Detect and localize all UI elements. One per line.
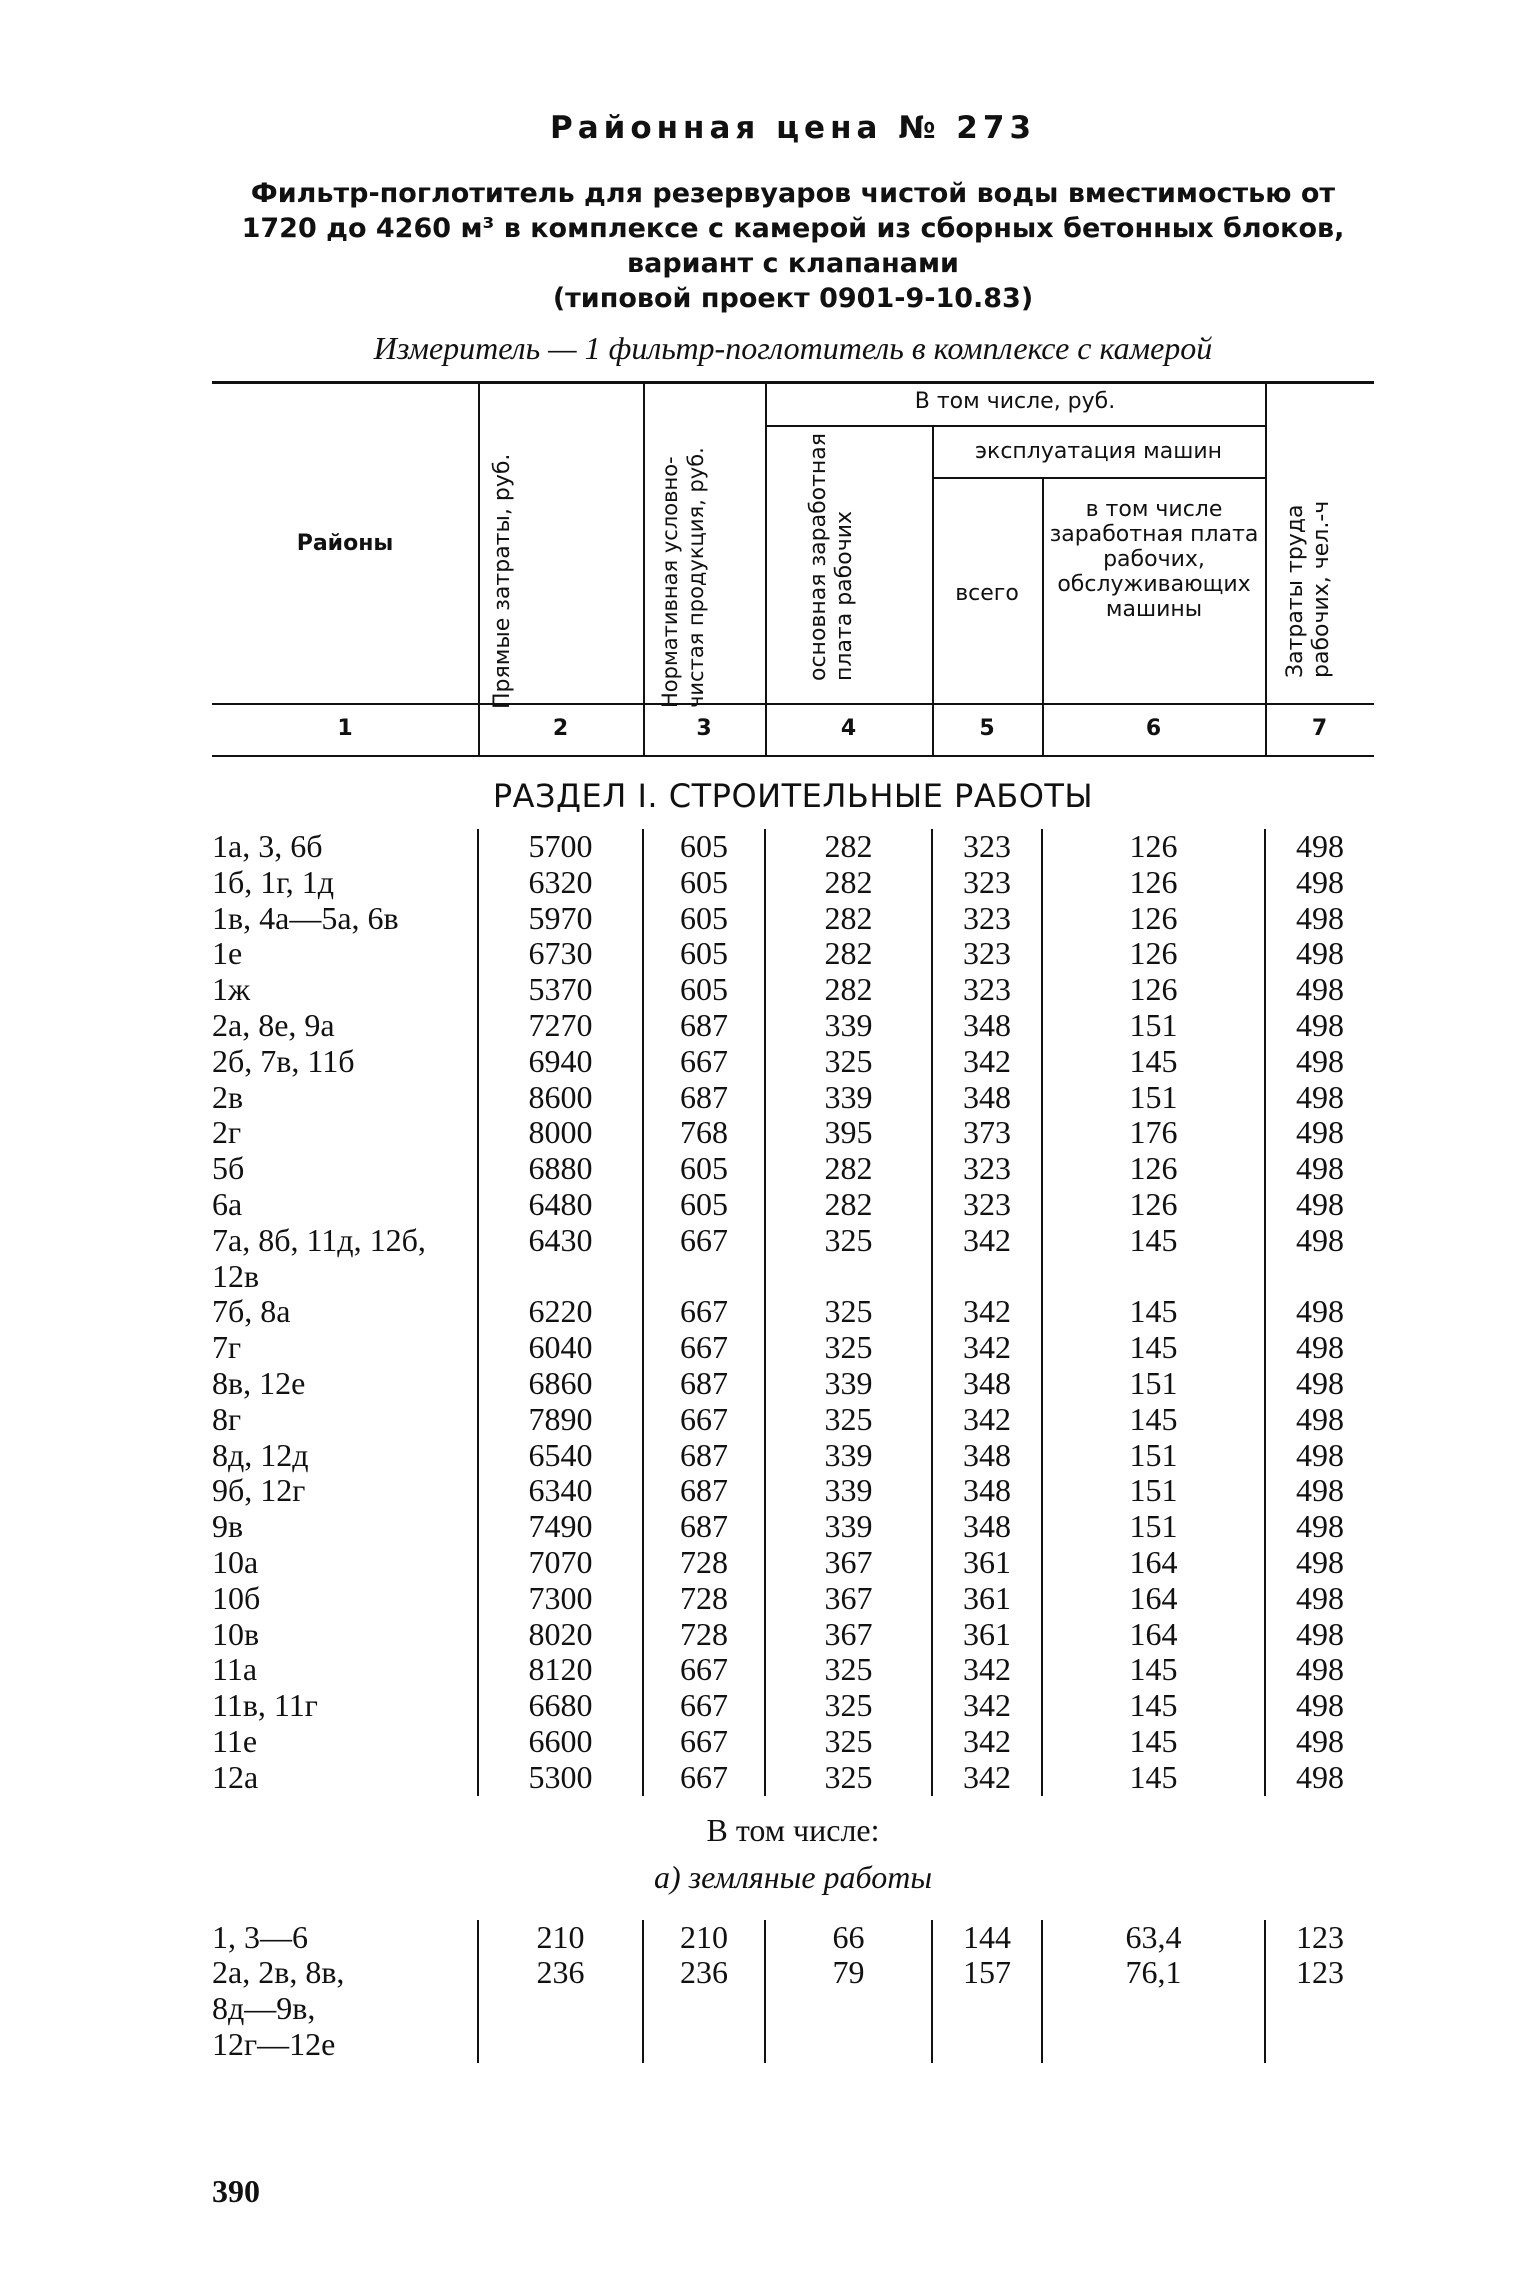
value-cell: 667 xyxy=(643,1688,765,1724)
column-number: 1 xyxy=(337,716,353,741)
value-cell: 342 xyxy=(932,1652,1042,1688)
value-cell: 687 xyxy=(643,1366,765,1402)
value-cell: 325 xyxy=(765,1294,932,1330)
value-cell: 498 xyxy=(1265,972,1374,1008)
region-cell: 2в xyxy=(212,1078,244,1115)
value-cell: 6040 xyxy=(478,1330,643,1366)
table-row xyxy=(212,1115,1374,1151)
value-cell: 123 xyxy=(1265,1955,1374,2062)
region-cell: 9в xyxy=(212,1508,244,1545)
value-cell: 282 xyxy=(765,829,932,865)
value-cell: 498 xyxy=(1265,829,1374,865)
value-cell: 361 xyxy=(932,1617,1042,1653)
value-cell: 339 xyxy=(765,1008,932,1044)
header-direct-costs: Прямые затраты, руб. xyxy=(490,453,515,709)
value-cell: 151 xyxy=(1042,1366,1265,1402)
table-row xyxy=(212,1187,1374,1223)
value-cell: 145 xyxy=(1042,1652,1265,1688)
value-cell: 126 xyxy=(1042,829,1265,865)
value-cell: 687 xyxy=(643,1473,765,1509)
column-number: 2 xyxy=(552,716,569,741)
value-cell: 8600 xyxy=(478,1080,643,1116)
value-cell: 768 xyxy=(643,1115,765,1151)
value-cell: 144 xyxy=(932,1920,1042,1956)
value-cell: 348 xyxy=(932,1473,1042,1509)
value-cell: 498 xyxy=(1265,1652,1374,1688)
region-cell: 7а, 8б, 11д, 12б, 12в xyxy=(212,1221,426,1294)
value-cell: 6940 xyxy=(478,1044,643,1080)
value-cell: 498 xyxy=(1265,1151,1374,1187)
value-cell: 126 xyxy=(1042,901,1265,937)
value-cell: 126 xyxy=(1042,1187,1265,1223)
value-cell: 367 xyxy=(765,1617,932,1653)
value-cell: 5700 xyxy=(478,829,643,865)
value-cell: 605 xyxy=(643,1151,765,1187)
region-cell: 1, 3—6 xyxy=(212,1918,308,1955)
table-header xyxy=(212,381,1374,757)
value-cell: 325 xyxy=(765,1724,932,1760)
table-row xyxy=(212,1760,1374,1796)
table-row xyxy=(212,1438,1374,1474)
value-cell: 342 xyxy=(932,1402,1042,1438)
region-cell: 12а xyxy=(212,1758,259,1795)
region-cell: 7б, 8а xyxy=(212,1293,291,1330)
value-cell: 6860 xyxy=(478,1366,643,1402)
value-cell: 605 xyxy=(643,936,765,972)
value-cell: 6220 xyxy=(478,1294,643,1330)
value-cell: 236 xyxy=(478,1955,643,2062)
value-cell: 667 xyxy=(643,1724,765,1760)
value-cell: 7070 xyxy=(478,1545,643,1581)
value-cell: 63,4 xyxy=(1042,1920,1265,1956)
table-row xyxy=(212,936,1374,972)
subtitle-line: 1720 до 4260 м³ в комплексе с камерой из сборных бетонных блоков, xyxy=(241,213,1345,244)
measure-unit: Измеритель — 1 фильтр-поглотитель в комплексе с камерой xyxy=(373,330,1213,366)
region-cell: 8в, 12е xyxy=(212,1364,306,1401)
region-cell: 2б, 7в, 11б xyxy=(212,1042,355,1079)
value-cell: 342 xyxy=(932,1760,1042,1796)
value-cell: 7300 xyxy=(478,1581,643,1617)
region-cell: 5б xyxy=(212,1150,245,1187)
header-group: В том числе, руб. xyxy=(914,389,1116,414)
value-cell: 728 xyxy=(643,1545,765,1581)
value-cell: 323 xyxy=(932,865,1042,901)
region-cell: 10в xyxy=(212,1615,260,1652)
table-row xyxy=(212,1545,1374,1581)
value-cell: 667 xyxy=(643,1044,765,1080)
value-cell: 687 xyxy=(643,1438,765,1474)
table-row xyxy=(212,1294,1374,1330)
value-cell: 342 xyxy=(932,1688,1042,1724)
value-cell: 126 xyxy=(1042,972,1265,1008)
value-cell: 339 xyxy=(765,1473,932,1509)
value-cell: 6340 xyxy=(478,1473,643,1509)
table-row xyxy=(212,901,1374,937)
value-cell: 348 xyxy=(932,1008,1042,1044)
value-cell: 498 xyxy=(1265,1366,1374,1402)
value-cell: 236 xyxy=(643,1955,765,2062)
column-number: 4 xyxy=(840,716,857,741)
value-cell: 498 xyxy=(1265,1008,1374,1044)
table-row xyxy=(212,1617,1374,1653)
region-cell: 1а, 3, 6б xyxy=(212,828,323,864)
subtitle-line: Фильтр-поглотитель для резервуаров чистой воды вместимостью от xyxy=(250,178,1336,209)
value-cell: 361 xyxy=(932,1581,1042,1617)
subsection-heading: В том числе: xyxy=(706,1811,880,1848)
header-machines: эксплуатация машин xyxy=(974,439,1223,464)
value-cell: 176 xyxy=(1042,1115,1265,1151)
value-cell: 323 xyxy=(932,1187,1042,1223)
value-cell: 323 xyxy=(932,972,1042,1008)
value-cell: 164 xyxy=(1042,1581,1265,1617)
value-cell: 339 xyxy=(765,1438,932,1474)
value-cell: 157 xyxy=(932,1955,1042,2062)
value-cell: 498 xyxy=(1265,1438,1374,1474)
value-cell: 6880 xyxy=(478,1151,643,1187)
header-machine-wage: в том числе заработная плата рабочих, обслуживающих машины xyxy=(1049,497,1259,622)
table-row xyxy=(212,1044,1374,1080)
value-cell: 282 xyxy=(765,1151,932,1187)
value-cell: 210 xyxy=(478,1920,643,1956)
header-labor: Затраты труда рабочих, чел.-ч xyxy=(1283,500,1334,678)
table-row xyxy=(212,1402,1374,1438)
value-cell: 498 xyxy=(1265,1294,1374,1330)
value-cell: 145 xyxy=(1042,1760,1265,1796)
value-cell: 282 xyxy=(765,901,932,937)
value-cell: 164 xyxy=(1042,1545,1265,1581)
value-cell: 323 xyxy=(932,901,1042,937)
region-cell: 1ж xyxy=(212,971,251,1008)
value-cell: 66 xyxy=(765,1920,932,1956)
value-cell: 325 xyxy=(765,1223,932,1295)
table-row xyxy=(212,1008,1374,1044)
value-cell: 373 xyxy=(932,1115,1042,1151)
value-cell: 323 xyxy=(932,829,1042,865)
value-cell: 7890 xyxy=(478,1402,643,1438)
value-cell: 498 xyxy=(1265,1080,1374,1116)
table-row xyxy=(212,865,1374,901)
value-cell: 151 xyxy=(1042,1080,1265,1116)
value-cell: 6600 xyxy=(478,1724,643,1760)
value-cell: 342 xyxy=(932,1223,1042,1295)
value-cell: 210 xyxy=(643,1920,765,1956)
value-cell: 6430 xyxy=(478,1223,643,1295)
region-cell: 7г xyxy=(212,1329,242,1366)
value-cell: 498 xyxy=(1265,1115,1374,1151)
column-number: 5 xyxy=(979,716,995,741)
value-cell: 498 xyxy=(1265,1545,1374,1581)
region-cell: 8г xyxy=(212,1400,242,1437)
page-number: 390 xyxy=(212,2173,260,2209)
value-cell: 339 xyxy=(765,1080,932,1116)
value-cell: 151 xyxy=(1042,1438,1265,1474)
value-cell: 342 xyxy=(932,1294,1042,1330)
value-cell: 498 xyxy=(1265,901,1374,937)
value-cell: 605 xyxy=(643,829,765,865)
value-cell: 667 xyxy=(643,1760,765,1796)
value-cell: 339 xyxy=(765,1366,932,1402)
value-cell: 7270 xyxy=(478,1008,643,1044)
table-row xyxy=(212,1688,1374,1724)
table-row xyxy=(212,1473,1374,1509)
value-cell: 5970 xyxy=(478,901,643,937)
value-cell: 348 xyxy=(932,1080,1042,1116)
subtitle-line: вариант с клапанами xyxy=(627,248,959,279)
value-cell: 667 xyxy=(643,1652,765,1688)
table-row xyxy=(212,1652,1374,1688)
value-cell: 325 xyxy=(765,1402,932,1438)
value-cell: 498 xyxy=(1265,1760,1374,1796)
data-table xyxy=(212,829,1374,1796)
value-cell: 498 xyxy=(1265,1044,1374,1080)
earthworks-heading: а) земляные работы xyxy=(654,1858,932,1895)
table-row xyxy=(212,1080,1374,1116)
value-cell: 6680 xyxy=(478,1688,643,1724)
value-cell: 342 xyxy=(932,1330,1042,1366)
region-cell: 10б xyxy=(212,1579,261,1616)
region-cell: 1б, 1г, 1д xyxy=(212,863,335,900)
value-cell: 145 xyxy=(1042,1330,1265,1366)
value-cell: 5300 xyxy=(478,1760,643,1796)
column-number: 6 xyxy=(1145,716,1162,741)
value-cell: 605 xyxy=(643,972,765,1008)
value-cell: 123 xyxy=(1265,1920,1374,1956)
value-cell: 498 xyxy=(1265,1509,1374,1545)
value-cell: 325 xyxy=(765,1330,932,1366)
value-cell: 498 xyxy=(1265,1330,1374,1366)
value-cell: 325 xyxy=(765,1652,932,1688)
value-cell: 498 xyxy=(1265,1581,1374,1617)
value-cell: 348 xyxy=(932,1366,1042,1402)
value-cell: 667 xyxy=(643,1223,765,1295)
page-content xyxy=(212,110,1374,2063)
value-cell: 605 xyxy=(643,1187,765,1223)
value-cell: 6540 xyxy=(478,1438,643,1474)
value-cell: 325 xyxy=(765,1760,932,1796)
region-cell: 1в, 4а—5а, 6в xyxy=(212,899,399,936)
value-cell: 323 xyxy=(932,1151,1042,1187)
value-cell: 498 xyxy=(1265,936,1374,972)
value-cell: 151 xyxy=(1042,1473,1265,1509)
table-row xyxy=(212,1151,1374,1187)
value-cell: 498 xyxy=(1265,1223,1374,1295)
value-cell: 145 xyxy=(1042,1402,1265,1438)
value-cell: 361 xyxy=(932,1545,1042,1581)
region-cell: 9б, 12г xyxy=(212,1472,306,1509)
value-cell: 687 xyxy=(643,1080,765,1116)
table-row xyxy=(212,1920,1374,1956)
value-cell: 498 xyxy=(1265,1187,1374,1223)
region-cell: 2г xyxy=(212,1114,242,1151)
value-cell: 126 xyxy=(1042,865,1265,901)
value-cell: 7490 xyxy=(478,1509,643,1545)
value-cell: 667 xyxy=(643,1402,765,1438)
value-cell: 667 xyxy=(643,1330,765,1366)
region-cell: 2а, 8е, 9а xyxy=(212,1006,335,1043)
region-cell: 8д, 12д xyxy=(212,1436,309,1473)
value-cell: 282 xyxy=(765,972,932,1008)
region-cell: 11а xyxy=(212,1651,258,1688)
column-number: 7 xyxy=(1311,716,1328,741)
value-cell: 325 xyxy=(765,1044,932,1080)
value-cell: 342 xyxy=(932,1044,1042,1080)
header-regions: Районы xyxy=(296,531,394,556)
value-cell: 348 xyxy=(932,1438,1042,1474)
value-cell: 498 xyxy=(1265,865,1374,901)
value-cell: 145 xyxy=(1042,1688,1265,1724)
value-cell: 395 xyxy=(765,1115,932,1151)
header-base-wage: основная заработная плата рабочих xyxy=(806,432,857,681)
header-normative-product: Нормативная условно-чистая продукция, руб. xyxy=(658,447,708,708)
value-cell: 498 xyxy=(1265,1473,1374,1509)
value-cell: 667 xyxy=(643,1294,765,1330)
price-subtitle xyxy=(212,176,1374,316)
value-cell: 348 xyxy=(932,1509,1042,1545)
header-total: всего xyxy=(955,581,1019,606)
value-cell: 323 xyxy=(932,936,1042,972)
region-cell: 6а xyxy=(212,1185,243,1222)
value-cell: 605 xyxy=(643,901,765,937)
region-cell: 10а xyxy=(212,1543,259,1580)
table-row xyxy=(212,1330,1374,1366)
value-cell: 126 xyxy=(1042,936,1265,972)
value-cell: 145 xyxy=(1042,1223,1265,1295)
value-cell: 282 xyxy=(765,1187,932,1223)
price-title: Районная цена № 273 xyxy=(549,110,1037,146)
value-cell: 687 xyxy=(643,1509,765,1545)
value-cell: 728 xyxy=(643,1581,765,1617)
value-cell: 76,1 xyxy=(1042,1955,1265,2062)
value-cell: 8000 xyxy=(478,1115,643,1151)
value-cell: 145 xyxy=(1042,1044,1265,1080)
column-number: 3 xyxy=(696,716,712,741)
table-row xyxy=(212,972,1374,1008)
region-cell: 11в, 11г xyxy=(212,1687,318,1724)
value-cell: 728 xyxy=(643,1617,765,1653)
subtitle-line: (типовой проект 0901-9-10.83) xyxy=(552,283,1034,314)
value-cell: 6320 xyxy=(478,865,643,901)
value-cell: 687 xyxy=(643,1008,765,1044)
region-cell: 2а, 2в, 8в, 8д—9в, 12г—12е xyxy=(212,1954,345,2062)
value-cell: 325 xyxy=(765,1688,932,1724)
value-cell: 282 xyxy=(765,936,932,972)
value-cell: 151 xyxy=(1042,1509,1265,1545)
table-row xyxy=(212,1509,1374,1545)
value-cell: 498 xyxy=(1265,1724,1374,1760)
value-cell: 79 xyxy=(765,1955,932,2062)
value-cell: 282 xyxy=(765,865,932,901)
section-heading: РАЗДЕЛ I. СТРОИТЕЛЬНЫЕ РАБОТЫ xyxy=(492,777,1094,815)
table-row xyxy=(212,1366,1374,1402)
value-cell: 342 xyxy=(932,1724,1042,1760)
value-cell: 8020 xyxy=(478,1617,643,1653)
value-cell: 145 xyxy=(1042,1724,1265,1760)
value-cell: 6480 xyxy=(478,1187,643,1223)
value-cell: 8120 xyxy=(478,1652,643,1688)
region-cell: 11е xyxy=(212,1722,258,1759)
value-cell: 498 xyxy=(1265,1688,1374,1724)
value-cell: 367 xyxy=(765,1545,932,1581)
value-cell: 5370 xyxy=(478,972,643,1008)
region-cell: 1е xyxy=(212,935,243,972)
value-cell: 145 xyxy=(1042,1294,1265,1330)
earthworks-table xyxy=(212,1920,1374,2063)
value-cell: 126 xyxy=(1042,1151,1265,1187)
value-cell: 498 xyxy=(1265,1617,1374,1653)
table-row xyxy=(212,1724,1374,1760)
value-cell: 367 xyxy=(765,1581,932,1617)
value-cell: 339 xyxy=(765,1509,932,1545)
value-cell: 151 xyxy=(1042,1008,1265,1044)
value-cell: 498 xyxy=(1265,1402,1374,1438)
value-cell: 6730 xyxy=(478,936,643,972)
value-cell: 605 xyxy=(643,865,765,901)
value-cell: 164 xyxy=(1042,1617,1265,1653)
table-row xyxy=(212,1581,1374,1617)
table-row xyxy=(212,1223,1374,1295)
table-row xyxy=(212,829,1374,865)
table-row xyxy=(212,1955,1374,2062)
